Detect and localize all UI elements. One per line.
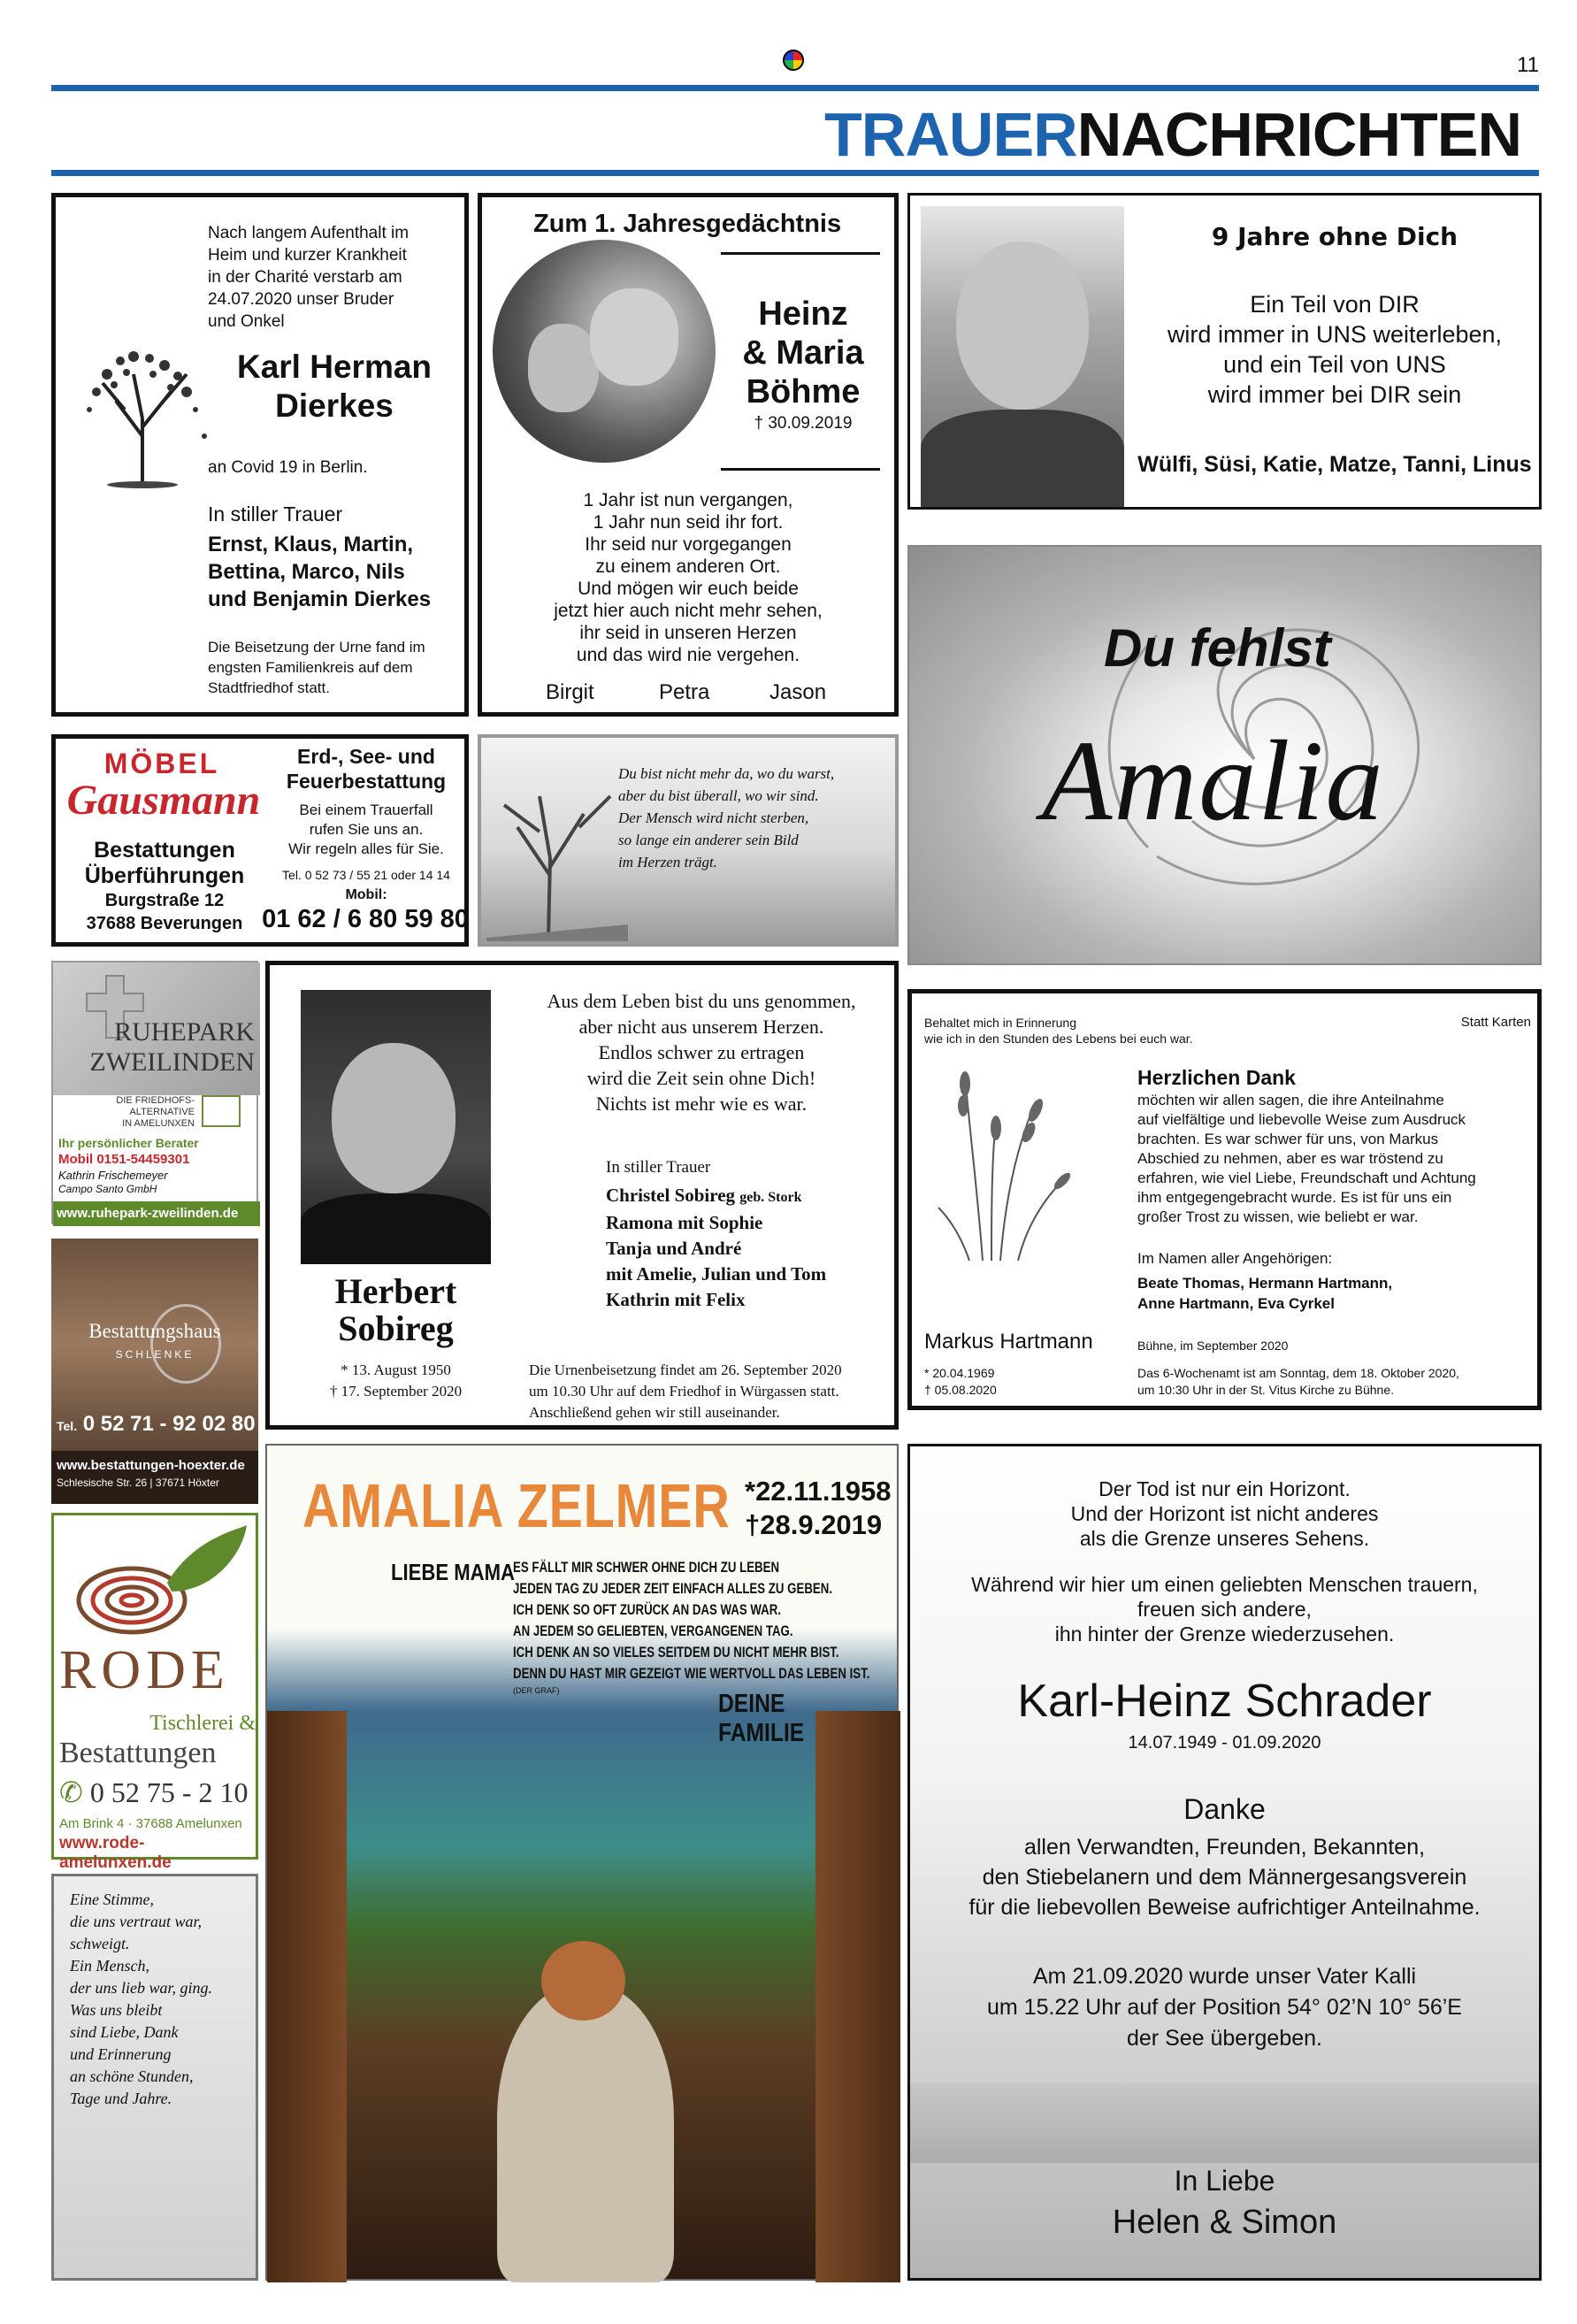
header-rule-top [51, 85, 1539, 91]
boehme-poem-line: Und mögen wir euch beide [578, 579, 799, 599]
ruhepark-sub-line: DIE FRIEDHOFS- [116, 1095, 195, 1106]
ad-zelmer [265, 1444, 899, 2281]
poem-left-line: sind Liebe, Dank [70, 2023, 179, 2041]
poem-left-line: der uns lieb war, ging. [70, 1979, 213, 1997]
schrader-intro2-line: freuen sich andere, [1137, 1598, 1312, 1621]
header-rule-bottom [51, 170, 1539, 176]
ruhepark-name-line: ZWEILINDEN [89, 1047, 255, 1077]
sobireg-family-line: Ramona mit Sophie [606, 1212, 763, 1233]
ruhepark-person: Kathrin Frischemeyer [58, 1169, 168, 1182]
sobireg-mourning: In stiller Trauer [606, 1158, 711, 1177]
obituary-hartmann [907, 989, 1542, 1410]
sobireg-poem-line: Nichts ist mehr wie es war. [595, 1093, 808, 1115]
hartmann-dates [924, 1365, 997, 1399]
boehme-name-line: & Maria [742, 334, 864, 372]
nine-years-line: wird immer bei DIR sein [1207, 381, 1462, 408]
poem-left-line: Was uns bleibt [70, 2001, 163, 2019]
schlenke-name: Bestattungshaus [88, 1320, 221, 1342]
dierkes-footer [208, 637, 425, 698]
wheat-icon [930, 1057, 1071, 1261]
dierkes-name-first: Karl Herman [236, 349, 433, 385]
schrader-sea-line: um 15.22 Uhr auf der Position 54° 02’N 10° 56’E [987, 1995, 1462, 2020]
schrader-intro-line: Und der Horizont ist nicht anderes [1070, 1502, 1379, 1525]
phone-icon: ✆ [59, 1776, 83, 1808]
ruhepark-gate-icon [202, 1095, 241, 1127]
hartmann-text-line: auf vielfältige und liebevolle Weise zum Ausdruck [1137, 1111, 1466, 1128]
schlenke-tel-label: Tel. [57, 1419, 78, 1433]
schrader-thanks: Danke [1183, 1793, 1266, 1825]
schrader-thanks-line: allen Verwandten, Freunden, Bekannten, [1023, 1835, 1426, 1860]
ad-gausmann [51, 734, 469, 947]
gausmann-text-line: rufen Sie uns an. [309, 821, 424, 838]
schlenke-web: www.bestattungen-hoexter.de [57, 1458, 245, 1473]
dierkes-cause: an Covid 19 in Berlin. [208, 458, 368, 477]
boehme-poem-line: jetzt hier auch nicht mehr sehen, [554, 601, 823, 621]
zelmer-text-line: ES FÄLLT MIR SCHWER OHNE DICH ZU LEBEN [513, 1559, 780, 1576]
zelmer-credit: (DER GRAF) [513, 1686, 560, 1695]
boehme-poem-line: Ihr seid nur vorgegangen [585, 534, 792, 555]
poem-left-ad [51, 1874, 258, 2281]
boehme-face-left [528, 324, 599, 412]
boehme-signer: Petra [659, 680, 710, 704]
gausmann-logo-top: MÖBEL [103, 748, 220, 779]
zelmer-text [513, 1557, 872, 1684]
gausmann-text [268, 801, 464, 859]
zelmer-died: †28.9.2019 [745, 1509, 883, 1540]
hartmann-relatives-line: Beate Thomas, Hermann Hartmann, [1137, 1275, 1393, 1292]
boehme-signer: Jason [769, 680, 827, 704]
amalia-title: Du fehlst [1104, 618, 1331, 678]
hartmann-text-line: erfahren, wie viel Liebe, Freundschaft und Achtung [1137, 1170, 1476, 1186]
dierkes-name-last: Dierkes [275, 387, 394, 424]
man-face [956, 242, 1089, 410]
ad-quote-tree [478, 734, 899, 947]
sobireg-poem-line: Endlos schwer zu ertragen [598, 1041, 805, 1063]
rode-addr: Am Brink 4 · 37688 Amelunxen [59, 1816, 242, 1831]
tree-icon [72, 321, 213, 489]
zelmer-door-right [815, 1711, 900, 2282]
ruhepark-mobil: Mobil 0151-54459301 [58, 1152, 190, 1167]
hartmann-top-left-line: wie ich in den Stunden des Lebens bei euch war. [924, 1032, 1193, 1046]
zelmer-greeting: LIEBE MAMA [391, 1559, 515, 1585]
ad-rode [51, 1513, 258, 1872]
dierkes-name [206, 348, 463, 426]
sobireg-name [292, 1273, 500, 1347]
sobireg-footer-line: Anschließend gehen wir still auseinander. [529, 1404, 780, 1421]
schrader-love: In Liebe [1174, 2165, 1275, 2197]
dierkes-intro-line: und Onkel [208, 312, 285, 331]
zelmer-text-line: DENN DU HAST MIR GEZEIGT WIE WERTVOLL DAS LEBEN IST. [513, 1665, 870, 1682]
ruhepark-web: www.ruhepark-zweilinden.de [53, 1201, 260, 1226]
sobireg-family-line: Kathrin mit Felix [606, 1289, 746, 1310]
dierkes-intro [208, 222, 455, 333]
boehme-poem-line: 1 Jahr nun seid ihr fort. [593, 512, 784, 533]
schlenke-addr: Schlesische Str. 26 | 37671 Höxter [57, 1476, 219, 1489]
hartmann-text-line: großer Trost zu wissen, wie beliebt er war. [1137, 1208, 1419, 1225]
sobireg-footer-line: Die Urnenbeisetzung findet am 26. September 2020 [529, 1361, 842, 1378]
zelmer-door-left [267, 1711, 347, 2282]
gausmann-left-line: Burgstraße 12 [104, 891, 225, 910]
boehme-date: † 30.09.2019 [754, 414, 853, 433]
poem-left-line: die uns vertraut war, [70, 1913, 203, 1930]
nine-years-line: und ein Teil von UNS [1223, 351, 1446, 378]
hartmann-top-left-line: Behaltet mich in Erinnerung [924, 1016, 1076, 1030]
page-title-blue: TRAUER [824, 100, 1077, 169]
boehme-poem-line: und das wird nie vergehen. [576, 645, 800, 665]
obituary-sobireg [265, 961, 899, 1430]
obituary-dierkes [51, 193, 469, 717]
schrader-thanks-line: den Stiebelanern und dem Männergesangsverein [982, 1865, 1467, 1890]
hartmann-text-line: ihm entgegengebracht wurde. Es ist für uns ein [1137, 1189, 1452, 1206]
poem-left-text [70, 1889, 212, 2110]
nine-years-line: Ein Teil von DIR [1250, 291, 1420, 318]
hartmann-name: Markus Hartmann [924, 1330, 1093, 1354]
poem-left-line: Ein Mensch, [70, 1957, 149, 1975]
schrader-name: Karl-Heinz Schrader [1017, 1676, 1432, 1727]
boehme-couple-photo [493, 240, 716, 463]
zelmer-signoff: DEINE FAMILIE [718, 1690, 805, 1747]
gausmann-left-line: 37688 Beverungen [86, 914, 243, 933]
schrader-sea [910, 1961, 1539, 2054]
hartmann-relatives-line: Anne Hartmann, Eva Cyrkel [1137, 1295, 1335, 1312]
hartmann-footer [1137, 1365, 1459, 1399]
nine-years-heading: 9 Jahre ohne Dich [1211, 222, 1458, 251]
sobireg-poem-line: wird die Zeit sein ohne Dich! [586, 1067, 816, 1089]
boehme-heading: Zum 1. Jahresgedächtnis [533, 210, 842, 238]
nine-years-signers: Wülfi, Süsi, Katie, Matze, Tanni, Linus [1137, 452, 1532, 477]
sobireg-family [606, 1183, 889, 1313]
herbert-sobireg-photo [301, 990, 491, 1260]
schrader-intro-line: Der Tod ist nur ein Horizont. [1099, 1477, 1351, 1500]
man-shirt [921, 410, 1124, 507]
ruhepark-name [53, 1017, 260, 1078]
quote-small [618, 763, 892, 873]
nine-years-line: wird immer in UNS weiterleben, [1167, 321, 1503, 348]
schrader-signers: Helen & Simon [1112, 2204, 1337, 2241]
ruhepark-advisor: Ihr persönlicher Berater [58, 1136, 199, 1150]
bare-tree-illustration [486, 743, 628, 941]
ruhepark-name-line: RUHEPARK [114, 1017, 255, 1047]
gausmann-mobil-label: Mobil: [345, 887, 387, 902]
rode-web: www.rode-amelunxen.de [59, 1834, 172, 1872]
sobireg-jacket [301, 1193, 491, 1264]
hartmann-text-line: möchten wir allen sagen, die ihre Anteilnahme [1137, 1092, 1444, 1108]
dierkes-footer-line: Die Beisetzung der Urne fand im [208, 639, 425, 656]
dierkes-footer-line: Stadtfriedhof statt. [208, 679, 330, 696]
nine-years-text [1131, 289, 1538, 410]
page-title [796, 99, 1521, 170]
sobireg-family-first [606, 1183, 889, 1210]
ad-ruhepark [51, 961, 258, 1224]
hartmann-text-line: brachten. Es war schwer für uns, von Markus [1137, 1131, 1439, 1147]
zelmer-text-line: JEDEN TAG ZU JEDER ZEIT EINFACH ALLES ZU GEBEN. [513, 1580, 833, 1597]
sobireg-footer-line: um 10.30 Uhr auf dem Friedhof in Würgassen statt. [529, 1383, 839, 1400]
dierkes-intro-line: Nach langem Aufenthalt im [208, 224, 410, 242]
dierkes-intro-line: 24.07.2020 unser Bruder [208, 290, 394, 309]
poem-left-line: und Erinnerung [70, 2045, 172, 2063]
sobireg-poem-line: Aus dem Leben bist du uns genommen, [547, 990, 856, 1012]
dierkes-intro-line: in der Charité verstarb am [208, 268, 402, 287]
ruhepark-company: Campo Santo GmbH [58, 1183, 157, 1195]
zelmer-text-line: AN JEDEM SO GELIEBTEN, VERGANGENEN TAG. [513, 1622, 793, 1639]
hartmann-top-left [924, 1015, 1193, 1047]
ruhepark-sub-line: IN AMELUNXEN [122, 1118, 195, 1129]
dierkes-family-line: Ernst, Klaus, Martin, [208, 533, 414, 556]
hartmann-top-right: Statt Karten [1460, 1015, 1531, 1030]
poem-left-line: schweigt. [70, 1935, 130, 1952]
schrader-intro [910, 1476, 1539, 1551]
schlenke-leaf-icon [150, 1304, 221, 1384]
hartmann-place-date: Bühne, im September 2020 [1137, 1338, 1289, 1353]
schlenke-footer [51, 1451, 258, 1504]
hartmann-footer-line: um 10:30 Uhr in der St. Vitus Kirche zu Bühne. [1137, 1383, 1395, 1397]
dierkes-mourning: In stiller Trauer [208, 502, 343, 525]
hartmann-died: † 05.08.2020 [924, 1383, 997, 1397]
hartmann-footer-line: Das 6-Wochenamt ist am Sonntag, dem 18. Oktober 2020, [1137, 1366, 1459, 1380]
sobireg-family-line: Tanja und André [606, 1238, 742, 1259]
gausmann-text-line: Bei einem Trauerfall [299, 802, 433, 818]
sobireg-family-first-suffix: geb. Stork [739, 1190, 802, 1205]
hartmann-relatives-label: Im Namen aller Angehörigen: [1137, 1250, 1333, 1267]
gausmann-heading [268, 744, 464, 794]
gausmann-logo-main: Gausmann [66, 777, 261, 824]
gausmann-heading-line: Feuerbestattung [286, 770, 447, 793]
zelmer-woman-figure [497, 1985, 674, 2282]
boehme-poem-line: zu einem anderen Ort. [595, 556, 781, 577]
schlenke-tel [57, 1412, 256, 1437]
ad-schlenke [51, 1239, 258, 1504]
dierkes-family [208, 531, 431, 613]
boehme-name-line: Böhme [746, 373, 861, 410]
obituary-boehme [478, 193, 899, 717]
man-smiling-photo [921, 206, 1124, 500]
gausmann-mobil: 01 62 / 6 80 59 80 [262, 905, 469, 933]
amalia-name: Amalia [1042, 717, 1385, 845]
quote-small-line: Du bist nicht mehr da, wo du warst, [618, 765, 835, 782]
sobireg-dates [292, 1360, 500, 1402]
boehme-poem [482, 489, 894, 666]
rode-tel [59, 1776, 256, 1809]
sobireg-born: * 13. August 1950 [341, 1361, 451, 1378]
sobireg-poem [509, 988, 894, 1116]
hartmann-heading: Herzlichen Dank [1137, 1066, 1296, 1089]
gausmann-text-line: Wir regeln alles für Sie. [288, 840, 444, 857]
sobireg-poem-line: aber nicht aus unserem Herzen. [578, 1016, 824, 1038]
quote-small-line: aber du bist überall, wo wir sind. [618, 787, 819, 804]
ruhepark-sub [106, 1095, 195, 1130]
zelmer-text-line: ICH DENK AN SO VIELES SEITDEM DU NICHT MEHR BIST. [513, 1644, 839, 1661]
boehme-poem-line: ihr seid in unseren Herzen [579, 623, 797, 643]
schrader-thanks-text [910, 1832, 1539, 1922]
zelmer-woman-hair [541, 1941, 625, 2021]
dierkes-intro-line: Heim und kurzer Krankheit [208, 246, 407, 265]
gausmann-left-line: Überführungen [84, 863, 245, 888]
gausmann-tel: Tel. 0 52 73 / 55 21 oder 14 14 [282, 868, 450, 882]
sobireg-face [332, 1043, 455, 1193]
dierkes-family-line: und Benjamin Dierkes [208, 587, 432, 611]
boehme-rule-bottom [721, 468, 880, 471]
schrader-intro2-line: ihn hinter der Grenze wiederzusehen. [1054, 1622, 1395, 1645]
schrader-sea-line: der See übergeben. [1126, 2026, 1322, 2051]
quote-small-line: so lange ein anderer sein Bild [618, 832, 799, 848]
page-number: 11 [1517, 53, 1539, 77]
rode-logo-icon [61, 1521, 254, 1653]
rode-line2: Bestattungen [59, 1737, 217, 1769]
boehme-poem-line: 1 Jahr ist nun vergangen, [583, 490, 793, 510]
hartmann-born: * 20.04.1969 [924, 1366, 995, 1380]
hartmann-text-line: Abschied zu nehmen, aber es war tröstend zu [1137, 1150, 1443, 1167]
dierkes-footer-line: engsten Familienkreis auf dem [208, 659, 413, 676]
gausmann-left-line: Bestattungen [94, 838, 235, 863]
schrader-sea-horizon [910, 2083, 1539, 2163]
rode-line1: Tischlerei & [149, 1712, 256, 1735]
page-title-black: NACHRICHTEN [1076, 100, 1521, 169]
zelmer-text-line: ICH DENK SO OFT ZURÜCK AN DAS WAS WAR. [513, 1601, 782, 1618]
schrader-dates: 14.07.1949 - 01.09.2020 [1128, 1733, 1321, 1753]
obituary-schrader [907, 1444, 1542, 2281]
hartmann-text [1137, 1091, 1535, 1227]
boehme-names [719, 295, 887, 411]
sobireg-name-first: Herbert [334, 1271, 457, 1311]
rode-name: RODE [59, 1640, 230, 1700]
gausmann-left [59, 838, 270, 935]
boehme-face-right [590, 288, 678, 386]
dierkes-family-line: Bettina, Marco, Nils [208, 560, 405, 584]
schrader-intro2-line: Während wir hier um einen geliebten Menschen trauern, [971, 1573, 1478, 1596]
schlenke-sub: SCHLENKE [115, 1348, 195, 1361]
sobireg-footer [529, 1360, 899, 1423]
zelmer-born: *22.11.1958 [745, 1476, 892, 1507]
quote-small-line: Der Mensch wird nicht sterben, [618, 809, 809, 826]
schlenke-tel-number: 0 52 71 - 92 02 80 [82, 1412, 256, 1436]
gausmann-heading-line: Erd-, See- und [297, 745, 435, 768]
quote-small-line: im Herzen trägt. [618, 854, 717, 871]
registration-mark [783, 50, 804, 71]
poem-left-line: Eine Stimme, [70, 1891, 154, 1908]
sobireg-family-line: mit Amelie, Julian und Tom [606, 1263, 827, 1285]
sobireg-died: † 17. September 2020 [329, 1383, 463, 1400]
obituary-nine-years [907, 193, 1542, 510]
sobireg-family-first-name: Christel Sobireg [606, 1185, 736, 1206]
schrader-intro2 [910, 1572, 1539, 1646]
schrader-thanks-line: für die liebevollen Beweise aufrichtiger Anteilnahme. [968, 1895, 1481, 1920]
boehme-rule-top [721, 252, 880, 255]
zelmer-name: AMALIA ZELMER [302, 1471, 731, 1540]
hartmann-relatives [1137, 1273, 1392, 1314]
amalia-rose-ad [907, 545, 1542, 965]
schrader-sea-line: Am 21.09.2020 wurde unser Vater Kalli [1032, 1964, 1417, 1989]
schrader-intro-line: als die Grenze unseres Sehens. [1079, 1527, 1370, 1550]
sobireg-name-last: Sobireg [338, 1308, 454, 1348]
boehme-signer: Birgit [546, 680, 594, 704]
boehme-name-line: Heinz [758, 295, 848, 333]
poem-left-line: Tage und Jahre. [70, 2090, 172, 2107]
ruhepark-sub-line: ALTERNATIVE [129, 1107, 195, 1117]
poem-left-line: an schöne Stunden, [70, 2067, 194, 2085]
rode-tel-number: 0 52 75 - 2 10 [89, 1776, 249, 1808]
